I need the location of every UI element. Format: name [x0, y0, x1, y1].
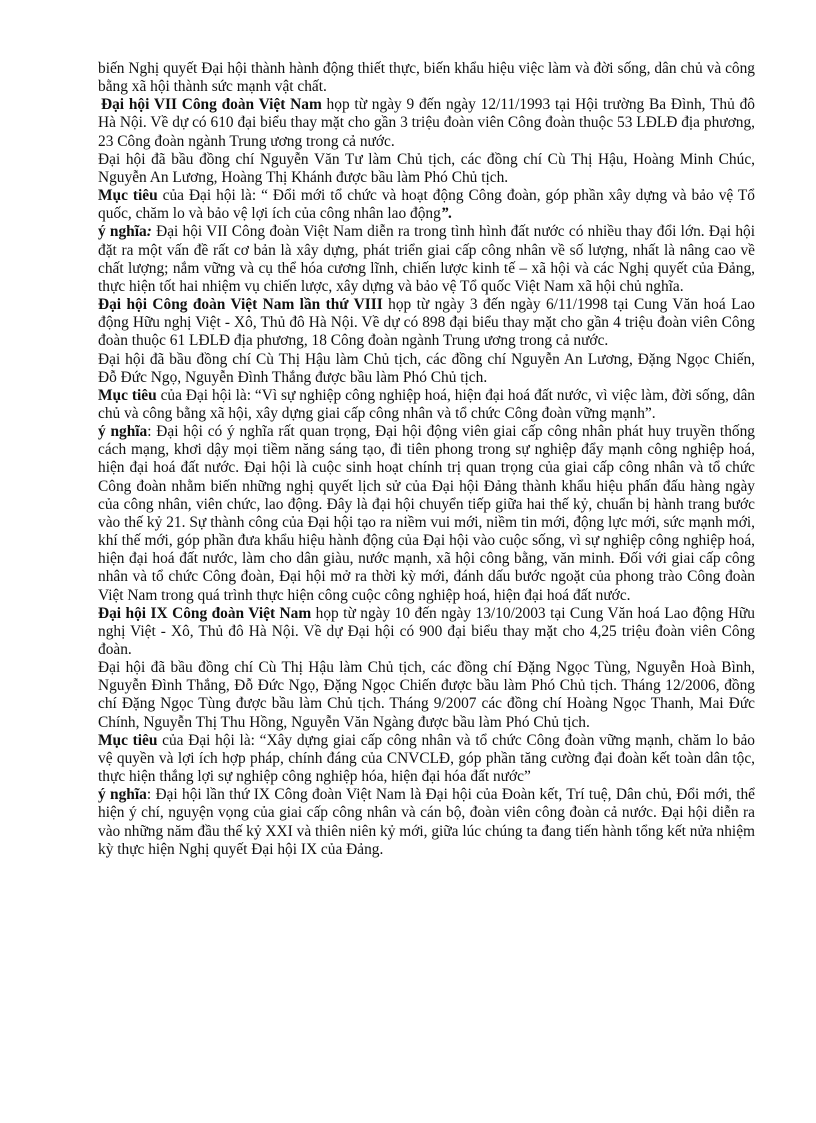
- paragraph-congress-ix-election: [98, 659, 755, 732]
- paragraph-congress-ix-significance: [98, 786, 755, 859]
- text-run: : Đại hội có ý nghĩa rất quan trọng, Đại hội động viên giai cấp công nhân phát huy truyền thống cách mạng, khơi dậy mọi tiềm năng sáng tạo, đi tiên phong trong sự nghiệp đẩy mạnh công nghiệp hoá, hiện đại hoá đất nước. Đại hội là cuộc sinh hoạt chính trị quan trọng của giai cấp công nhân và tổ chức Công đoàn nhằm biến những nghị quyết lịch sử của Đại hội Đảng thành khẩu hiệu phấn đấu hàng ngày của công nhân, viên chức, lao động. Đây là đại hội chuyển tiếp giữa hai thế kỷ, chuẩn bị hành trang bước vào thế kỷ 21. Sự thành công của Đại hội tạo ra niềm vui mới, niềm tin mới, động lực mới, sức mạnh mới, khí thế mới, góp phần đưa khẩu hiệu hành động của Đại hội vào cuộc sống, vì sự nghiệp công nghiệp hoá, hiện đại hoá đất nước, làm cho dân giàu, nước mạnh, xã hội công bằng, văn minh. Đối với giai cấp công nhân và tổ chức Công đoàn, Đại hội mở ra thời kỳ mới, đánh dấu bước ngoặt của phong trào Công đoàn Việt Nam trong quá trình thực hiện công cuộc công nghiệp hoá, hiện đại hoá đất nước.: [98, 423, 755, 604]
- label-goal: Mục tiêu: [98, 386, 157, 404]
- paragraph-intro-continuation: [98, 60, 755, 96]
- paragraph-congress-viii-election: [98, 351, 755, 387]
- paragraph-congress-vii-election: [98, 151, 755, 187]
- document-page: [98, 60, 755, 859]
- text-run: họp từ ngày 3 đến ngày 6/11/1998 tại Cung Văn hoá Lao động Hữu nghị Việt - Xô, Thủ đô Hà Nội. Về dự có 898 đại biểu thay mặt cho gần 4 triệu đoàn viên Công đoàn thuộc 61 LĐLĐ địa phương, 18 Công đoàn ngành Trung ương trong cả nước.: [98, 296, 755, 350]
- label-significance: ý nghĩa: [98, 223, 147, 241]
- text-run: biến Nghị quyết Đại hội thành hành động thiết thực, biến khẩu hiệu việc làm và đời sống, dân chủ và công bằng xã hội thành sức mạnh vật chất.: [98, 60, 755, 96]
- heading-congress-vii: Đại hội VII Công đoàn Việt Nam: [101, 96, 322, 114]
- heading-congress-viii: Đại hội Công đoàn Việt Nam lần thứ VIII: [98, 296, 383, 314]
- paragraph-congress-vii: [98, 96, 755, 150]
- text-run: Đại hội VII Công đoàn Việt Nam diễn ra trong tình hình đất nước có nhiều thay đổi lớn. Đại hội đặt ra một vấn đề rất cơ bản là xây dựng, phát triển giai cấp công nhân về số lượng, nhất là nâng cao về chất lượng; nắm vững và cụ thể hóa cương lĩnh, chiến lược kinh tế – xã hội và các Nghị quyết của Đảng, thực hiện tốt hai nhiệm vụ chiến lược, xây dựng và bảo vệ Tổ quốc Việt Nam xã hội chủ nghĩa.: [98, 223, 755, 295]
- paragraph-congress-vii-goal: [98, 187, 755, 223]
- text-run: ”.: [440, 205, 453, 223]
- text-run: Đại hội đã bầu đồng chí Cù Thị Hậu làm Chủ tịch, các đồng chí Nguyễn An Lương, Đặng Ngọc Chiến, Đỗ Đức Ngọ, Nguyễn Đình Thắng được bầu làm Phó Chủ tịch.: [98, 350, 755, 386]
- label-goal: Mục tiêu: [98, 731, 158, 749]
- label-significance: ý nghĩa: [98, 786, 147, 804]
- label-goal: Mục tiêu: [98, 187, 158, 205]
- text-run: họp từ ngày 10 đến ngày 13/10/2003 tại Cung Văn hoá Lao động Hữu nghị Việt - Xô, Thủ đô Hà Nội. Về dự Đại hội có 900 đại biểu thay mặt cho 4,25 triệu đoàn viên Công đoàn.: [98, 604, 756, 658]
- paragraph-congress-ix: [98, 605, 755, 659]
- label-significance: ý nghĩa: [98, 423, 148, 441]
- text-run: của Đại hội là: “Vì sự nghiệp công nghiệp hoá, hiện đại hoá đất nước, vì việc làm, đời sống, dân chủ và công bằng xã hội, xây dựng giai cấp công nhân và tổ chức Công đoàn vững mạnh”.: [98, 386, 755, 422]
- paragraph-congress-vii-significance: [98, 223, 755, 296]
- text-run: :: [146, 223, 152, 241]
- text-run: của Đại hội là: “Xây dựng giai cấp công nhân và tổ chức Công đoàn vững mạnh, chăm lo bảo vệ quyền và lợi ích hợp pháp, chính đáng của CNVCLĐ, góp phần tăng cường đại đoàn kết toàn dân tộc, thực hiện thắng lợi sự nghiệp công nghiệp hóa, hiện đại hóa đất nước”: [98, 731, 755, 786]
- text-run: họp từ ngày 9 đến ngày 12/11/1993 tại Hội trường Ba Đình, Thủ đô Hà Nội. Về dự có 610 đại biểu thay mặt cho gần 3 triệu đoàn viên Công đoàn thuộc 53 LĐLĐ địa phương, 23 Công đoàn ngành Trung ương trong cả nước.: [98, 96, 755, 150]
- heading-congress-ix: Đại hội IX Công đoàn Việt Nam: [98, 604, 312, 622]
- text-run: Đại hội đã bầu đồng chí Nguyễn Văn Tư làm Chủ tịch, các đồng chí Cù Thị Hậu, Hoàng Minh Chúc, Nguyễn An Lương, Hoàng Thị Khánh được bầu làm Phó Chủ tịch.: [98, 150, 755, 186]
- paragraph-congress-viii-goal: [98, 387, 755, 423]
- text-run: Đại hội đã bầu đồng chí Cù Thị Hậu làm Chủ tịch, các đồng chí Đặng Ngọc Tùng, Nguyễn Hoà Bình, Nguyễn Đình Thắng, Đỗ Đức Ngọ, Đặng Ngọc Chiến được bầu làm Phó Chủ tịch. Tháng 12/2006, đồng chí Đặng Ngọc Tùng được bầu làm Chủ tịch. Tháng 9/2007 các đồng chí Hoàng Ngọc Thanh, Mai Đức Chính, Nguyễn Thị Thu Hồng, Nguyễn Văn Ngàng được bầu làm Phó Chủ tịch.: [98, 659, 755, 731]
- paragraph-congress-ix-goal: [98, 732, 755, 786]
- paragraph-congress-viii-significance: [98, 423, 755, 605]
- text-run: của Đại hội là: “ Đổi mới tổ chức và hoạt động Công đoàn, góp phần xây dựng và bảo vệ Tổ quốc, chăm lo và bảo vệ lợi ích của công nhân lao động: [98, 187, 755, 223]
- text-run: : Đại hội lần thứ IX Công đoàn Việt Nam là Đại hội của Đoàn kết, Trí tuệ, Dân chủ, Đổi mới, thể hiện ý chí, nguyện vọng của giai cấp công nhân và cán bộ, đoàn viên công đoàn cả nước. Đại hội diễn ra vào những năm đầu thế kỷ XXI và thiên niên kỷ mới, giữa lúc chúng ta đang tiến hành tổng kết nửa nhiệm kỳ thực hiện Nghị quyết Đại hội IX của Đảng.: [98, 786, 755, 858]
- paragraph-congress-viii: [98, 296, 755, 350]
